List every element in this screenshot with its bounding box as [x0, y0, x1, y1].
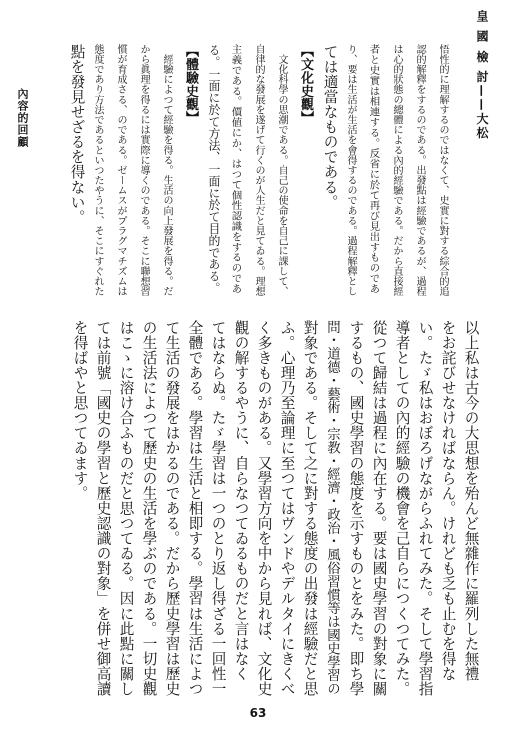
- upper-line: 認的解釋をするのである。出發點は經驗であるが、過程: [414, 44, 426, 297]
- lower-line: い。たゞ私はおぼろげながらふれてみた。そして學習指: [416, 320, 434, 697]
- page-number: 63: [249, 706, 267, 720]
- lower-line: 導者としての內的經驗の機會を己自らにつくつてみた。: [393, 320, 411, 697]
- lower-line: 從つて歸結は過程に內在する。要は國史學習の對象に關: [370, 320, 388, 697]
- upper-line: 者と史實は相連する。反省に於て再び見出すものであ: [367, 44, 380, 294]
- upper-line: 文化科學の思潮である。自己の使命を自己に課して、: [276, 44, 288, 297]
- lower-line: 以上私は古今の大思想を殆んど無雜作に羅列した無禮: [462, 320, 480, 682]
- lower-line: をお詫びせなければならん。けれども乏も止むを得な: [439, 320, 457, 682]
- lower-line: く多きものがある。又學習方向を中から見れば、文化史: [255, 320, 273, 697]
- lower-line: の生活法によつて歷史の生活を學ぶのである。一切史觀: [140, 320, 158, 697]
- running-header: 皇 國 檢 討——大松: [475, 10, 489, 141]
- lower-line: するもの、國史學習の態度を示すものとをみた。即ち學: [347, 320, 365, 697]
- lower-line: ふ。心理乃至論理に至つてはヴンドやデルタイにきくべ: [278, 320, 296, 697]
- lower-line: 對象である。そして之に對する態度の出發は經驗だと思: [301, 320, 319, 697]
- upper-line: る。一面に於て方法、一面に於て目的である。: [206, 44, 221, 294]
- lower-line: て生活の發展をはかるのである。だから歷史學習は歷史: [163, 320, 181, 697]
- section-heading-culture: 【文化史觀】: [298, 44, 313, 125]
- upper-line: は心的狀態の總體による內的經驗である。だから直接經: [391, 44, 403, 297]
- upper-line: ては適當なものである。: [321, 44, 339, 210]
- upper-line: 主義である。價値にか、はつて個性認識をするのであ: [229, 44, 242, 294]
- lower-line: はこゝに溶け合ふものだと思つてゐる。因に此點に關し: [117, 320, 135, 697]
- upper-line: 點を發見せざるを得ない。: [68, 44, 86, 225]
- lower-line: 觀の解するやうに、自らなつてゐるものだと言はなく: [232, 320, 250, 682]
- upper-line: り、要は生活が生活を會得するのである。過程解釋とし: [345, 44, 357, 297]
- lower-line: ては前號「國史の學習と歷史認識の對象」を併せ御高讀: [94, 320, 112, 697]
- lower-line: 全體である。學習は生活と相即する。學習は生活によつ: [186, 320, 204, 697]
- section-heading-experience: 【體驗史觀】: [183, 44, 198, 125]
- upper-line: 悟性的に理解するのではなくて、史實に對する綜合的追: [437, 44, 449, 297]
- upper-line: 態度であり方法であるといつたやうに、そこにすぐれた: [92, 44, 104, 297]
- upper-line: 經驗によつて經驗を得る。生活の向上發展を得る。だ: [161, 44, 173, 297]
- lower-line: を得ばやと思つてゐます。: [71, 320, 89, 501]
- lower-line: 問・道德・藝術・宗教・經濟・政治・風俗習慣等は國史學習の: [324, 320, 340, 696]
- upper-line: から眞理を得るには實際に導くのである。そこに聯想習: [138, 44, 150, 297]
- upper-line: 自律的な發展を遂げて行くのが人生だと見てゐる。理想: [253, 44, 265, 297]
- upper-line: 慣が育成さる、のである。ゼームスがプラグマチズムは: [115, 44, 127, 297]
- section-label: 內容的回顧: [16, 88, 29, 148]
- lower-line: てはならぬ。たゞ學習は一つのとり返し得ざる一回性一: [209, 320, 227, 697]
